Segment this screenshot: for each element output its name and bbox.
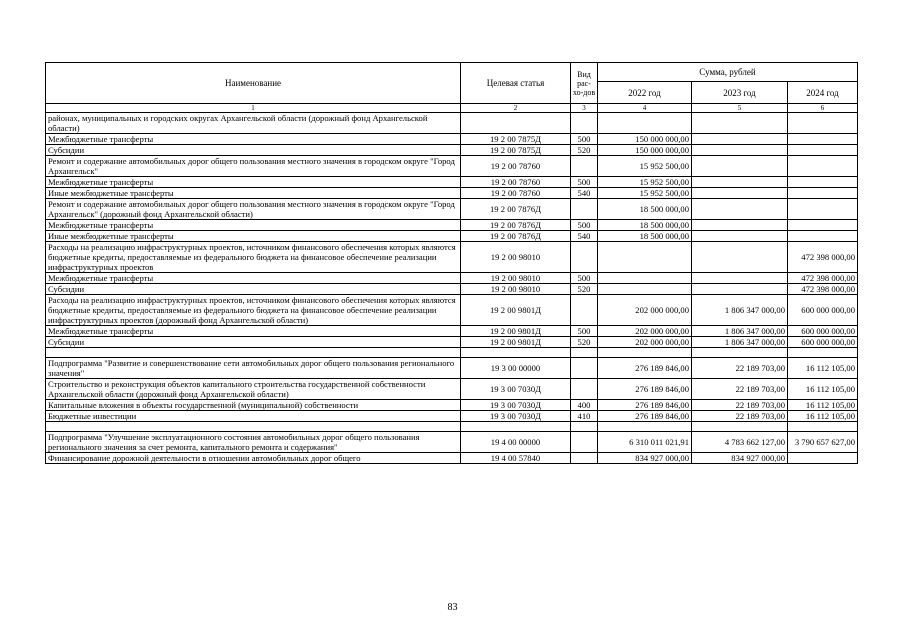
cell-sum-2023: 22 189 703,00	[692, 400, 788, 411]
cell-name: Подпрограмма "Развитие и совершенствование сети автомобильных дорог общего пользования регионального значения"	[46, 358, 461, 379]
cell-sum-2022: 202 000 000,00	[598, 326, 692, 337]
cell-sum-2022: 15 952 500,00	[598, 188, 692, 199]
cell-name: Ремонт и содержание автомобильных дорог общего пользования местного значения в городском округе "Город Архангельск" (дорожный фонд Архангельской области)	[46, 199, 461, 220]
cell-sum-2022: 18 500 000,00	[598, 231, 692, 242]
cell-target-article: 19 2 00 7875Д	[461, 145, 571, 156]
cell-sum-2024: 600 000 000,00	[788, 326, 858, 337]
cell-target-article: 19 2 00 7875Д	[461, 134, 571, 145]
cell-target-article: 19 3 00 00000	[461, 358, 571, 379]
cell-expense-type	[571, 432, 598, 453]
cell-name: Субсидии	[46, 284, 461, 295]
col-number-4: 4	[598, 104, 692, 113]
cell-sum-2024	[788, 199, 858, 220]
cell-name: Межбюджетные трансферты	[46, 326, 461, 337]
cell-sum-2023	[692, 134, 788, 145]
page-number: 83	[447, 602, 458, 613]
cell-target-article: 19 2 00 9801Д	[461, 326, 571, 337]
cell-name: Бюджетные инвестиции	[46, 411, 461, 422]
col-number-3: 3	[571, 104, 598, 113]
cell-name	[46, 422, 461, 432]
cell-sum-2023	[692, 188, 788, 199]
table-row	[46, 379, 858, 400]
cell-expense-type	[571, 295, 598, 326]
cell-sum-2022: 202 000 000,00	[598, 295, 692, 326]
cell-sum-2024	[788, 134, 858, 145]
table-row	[46, 432, 858, 453]
header-sum: Сумма, рублей	[598, 63, 858, 82]
cell-name: Межбюджетные трансферты	[46, 134, 461, 145]
cell-expense-type: 410	[571, 411, 598, 422]
cell-sum-2022: 276 189 846,00	[598, 358, 692, 379]
table-row	[46, 348, 858, 358]
cell-sum-2024: 472 398 000,00	[788, 284, 858, 295]
cell-name: Иные межбюджетные трансферты	[46, 231, 461, 242]
table-row	[46, 231, 858, 242]
cell-name: Субсидии	[46, 337, 461, 348]
cell-name: Субсидии	[46, 145, 461, 156]
cell-target-article	[461, 348, 571, 358]
cell-sum-2022: 276 189 846,00	[598, 400, 692, 411]
cell-expense-type	[571, 113, 598, 134]
cell-name: районах, муниципальных и городских округах Архангельской области (дорожный фонд Архангельской области)	[46, 113, 461, 134]
cell-target-article: 19 3 00 7030Д	[461, 379, 571, 400]
cell-name: Капитальные вложения в объекты государственной (муниципальной) собственности	[46, 400, 461, 411]
cell-expense-type: 500	[571, 134, 598, 145]
cell-target-article: 19 2 00 7876Д	[461, 220, 571, 231]
cell-target-article	[461, 422, 571, 432]
cell-expense-type: 540	[571, 188, 598, 199]
table-row	[46, 453, 858, 464]
cell-sum-2024	[788, 145, 858, 156]
cell-sum-2022: 834 927 000,00	[598, 453, 692, 464]
cell-target-article: 19 2 00 98010	[461, 242, 571, 273]
cell-name: Иные межбюджетные трансферты	[46, 188, 461, 199]
table-row	[46, 400, 858, 411]
table-row	[46, 242, 858, 273]
col-number-1: 1	[46, 104, 461, 113]
budget-table	[45, 62, 858, 464]
cell-sum-2023	[692, 273, 788, 284]
cell-expense-type: 500	[571, 177, 598, 188]
header-name: Наименование	[46, 63, 461, 104]
cell-expense-type: 520	[571, 284, 598, 295]
table-row	[46, 188, 858, 199]
table-row	[46, 411, 858, 422]
cell-expense-type	[571, 422, 598, 432]
cell-sum-2023	[692, 156, 788, 177]
cell-sum-2022	[598, 422, 692, 432]
header-row-1	[46, 63, 858, 82]
column-number-row	[46, 104, 858, 113]
cell-sum-2024	[788, 113, 858, 134]
cell-expense-type: 500	[571, 326, 598, 337]
cell-sum-2023	[692, 199, 788, 220]
cell-expense-type: 520	[571, 337, 598, 348]
cell-sum-2024	[788, 231, 858, 242]
table-row	[46, 326, 858, 337]
cell-expense-type	[571, 453, 598, 464]
cell-sum-2024	[788, 188, 858, 199]
cell-sum-2023: 1 806 347 000,00	[692, 295, 788, 326]
table-row	[46, 177, 858, 188]
cell-sum-2023	[692, 231, 788, 242]
cell-sum-2023	[692, 145, 788, 156]
cell-sum-2024: 3 790 657 627,00	[788, 432, 858, 453]
table-body	[46, 113, 858, 464]
cell-target-article: 19 2 00 9801Д	[461, 337, 571, 348]
cell-name: Межбюджетные трансферты	[46, 177, 461, 188]
cell-sum-2022	[598, 284, 692, 295]
cell-sum-2024: 472 398 000,00	[788, 273, 858, 284]
cell-expense-type	[571, 242, 598, 273]
cell-target-article: 19 2 00 78760	[461, 156, 571, 177]
header-year-2023: 2023 год	[692, 82, 788, 104]
cell-expense-type: 500	[571, 273, 598, 284]
cell-sum-2022: 150 000 000,00	[598, 145, 692, 156]
cell-sum-2023	[692, 242, 788, 273]
cell-target-article	[461, 113, 571, 134]
cell-sum-2022: 202 000 000,00	[598, 337, 692, 348]
cell-target-article: 19 4 00 57840	[461, 453, 571, 464]
cell-sum-2022: 15 952 500,00	[598, 156, 692, 177]
cell-sum-2023	[692, 177, 788, 188]
cell-sum-2022	[598, 242, 692, 273]
cell-expense-type: 540	[571, 231, 598, 242]
table-row	[46, 156, 858, 177]
cell-sum-2022: 150 000 000,00	[598, 134, 692, 145]
table-row	[46, 337, 858, 348]
cell-target-article: 19 4 00 00000	[461, 432, 571, 453]
cell-sum-2022: 276 189 846,00	[598, 379, 692, 400]
cell-target-article: 19 2 00 98010	[461, 284, 571, 295]
col-number-2: 2	[461, 104, 571, 113]
cell-expense-type: 500	[571, 220, 598, 231]
col-number-5: 5	[692, 104, 788, 113]
cell-sum-2023: 22 189 703,00	[692, 411, 788, 422]
table-row	[46, 145, 858, 156]
cell-sum-2024	[788, 422, 858, 432]
cell-name: Межбюджетные трансферты	[46, 220, 461, 231]
cell-expense-type	[571, 379, 598, 400]
cell-sum-2024: 16 112 105,00	[788, 400, 858, 411]
cell-name	[46, 348, 461, 358]
cell-sum-2024	[788, 220, 858, 231]
cell-expense-type	[571, 156, 598, 177]
cell-sum-2022	[598, 113, 692, 134]
cell-name: Строительство и реконструкция объектов капитального строительства государственной собственности Архангельской области (дорожный фонд Архангельской области)	[46, 379, 461, 400]
cell-sum-2022	[598, 273, 692, 284]
cell-sum-2023	[692, 113, 788, 134]
cell-sum-2022: 276 189 846,00	[598, 411, 692, 422]
cell-sum-2024: 16 112 105,00	[788, 358, 858, 379]
cell-sum-2022	[598, 348, 692, 358]
table-row	[46, 134, 858, 145]
table-row	[46, 295, 858, 326]
cell-sum-2024	[788, 348, 858, 358]
cell-target-article: 19 2 00 7876Д	[461, 199, 571, 220]
table-row	[46, 358, 858, 379]
cell-sum-2023: 4 783 662 127,00	[692, 432, 788, 453]
table-row	[46, 422, 858, 432]
cell-sum-2022: 6 310 011 021,91	[598, 432, 692, 453]
cell-name: Финансирование дорожной деятельности в отношении автомобильных дорог общего	[46, 453, 461, 464]
col-number-6: 6	[788, 104, 858, 113]
cell-sum-2024: 16 112 105,00	[788, 411, 858, 422]
cell-target-article: 19 3 00 7030Д	[461, 411, 571, 422]
cell-target-article: 19 2 00 78760	[461, 177, 571, 188]
cell-sum-2023: 834 927 000,00	[692, 453, 788, 464]
cell-sum-2022: 18 500 000,00	[598, 220, 692, 231]
cell-name: Ремонт и содержание автомобильных дорог общего пользования местного значения в городском округе "Город Архангельск"	[46, 156, 461, 177]
cell-sum-2022: 15 952 500,00	[598, 177, 692, 188]
cell-sum-2023: 22 189 703,00	[692, 379, 788, 400]
cell-sum-2023	[692, 220, 788, 231]
cell-target-article: 19 2 00 9801Д	[461, 295, 571, 326]
table-row	[46, 113, 858, 134]
cell-expense-type	[571, 348, 598, 358]
cell-name: Расходы на реализацию инфраструктурных проектов, источником финансового обеспечения которых являются бюджетные кредиты, предоставляемые из федерального бюджета на финансовое обеспечение реализации инфраструктурных проектов	[46, 242, 461, 273]
table-row	[46, 284, 858, 295]
cell-name: Расходы на реализацию инфраструктурных проектов, источником финансового обеспечения которых являются бюджетные кредиты, предоставляемые из федерального бюджета на финансовое обеспечение реализации инфраструктурных проектов (дорожный фонд Архангельской области)	[46, 295, 461, 326]
cell-expense-type: 400	[571, 400, 598, 411]
cell-target-article: 19 3 00 7030Д	[461, 400, 571, 411]
cell-sum-2023	[692, 284, 788, 295]
cell-expense-type	[571, 358, 598, 379]
cell-sum-2024: 600 000 000,00	[788, 295, 858, 326]
table-row	[46, 220, 858, 231]
cell-sum-2024: 472 398 000,00	[788, 242, 858, 273]
cell-sum-2022: 18 500 000,00	[598, 199, 692, 220]
cell-expense-type	[571, 199, 598, 220]
cell-sum-2024: 600 000 000,00	[788, 337, 858, 348]
cell-sum-2024	[788, 177, 858, 188]
cell-sum-2024	[788, 156, 858, 177]
table-row	[46, 199, 858, 220]
cell-sum-2023	[692, 422, 788, 432]
cell-target-article: 19 2 00 7876Д	[461, 231, 571, 242]
header-year-2024: 2024 год	[788, 82, 858, 104]
cell-sum-2024: 16 112 105,00	[788, 379, 858, 400]
header-expense-type: Вид рас-хо-дов	[571, 63, 598, 104]
header-target-article: Целевая статья	[461, 63, 571, 104]
cell-sum-2023: 1 806 347 000,00	[692, 326, 788, 337]
table-row	[46, 273, 858, 284]
cell-sum-2023	[692, 348, 788, 358]
budget-page	[45, 62, 857, 464]
cell-name: Подпрограмма "Улучшение эксплуатационного состояния автомобильных дорог общего пользования регионального значения за счет ремонта, капитального ремонта и содержания"	[46, 432, 461, 453]
cell-target-article: 19 2 00 78760	[461, 188, 571, 199]
cell-target-article: 19 2 00 98010	[461, 273, 571, 284]
cell-expense-type: 520	[571, 145, 598, 156]
cell-name: Межбюджетные трансферты	[46, 273, 461, 284]
cell-sum-2023: 1 806 347 000,00	[692, 337, 788, 348]
header-year-2022: 2022 год	[598, 82, 692, 104]
cell-sum-2024	[788, 453, 858, 464]
cell-sum-2023: 22 189 703,00	[692, 358, 788, 379]
